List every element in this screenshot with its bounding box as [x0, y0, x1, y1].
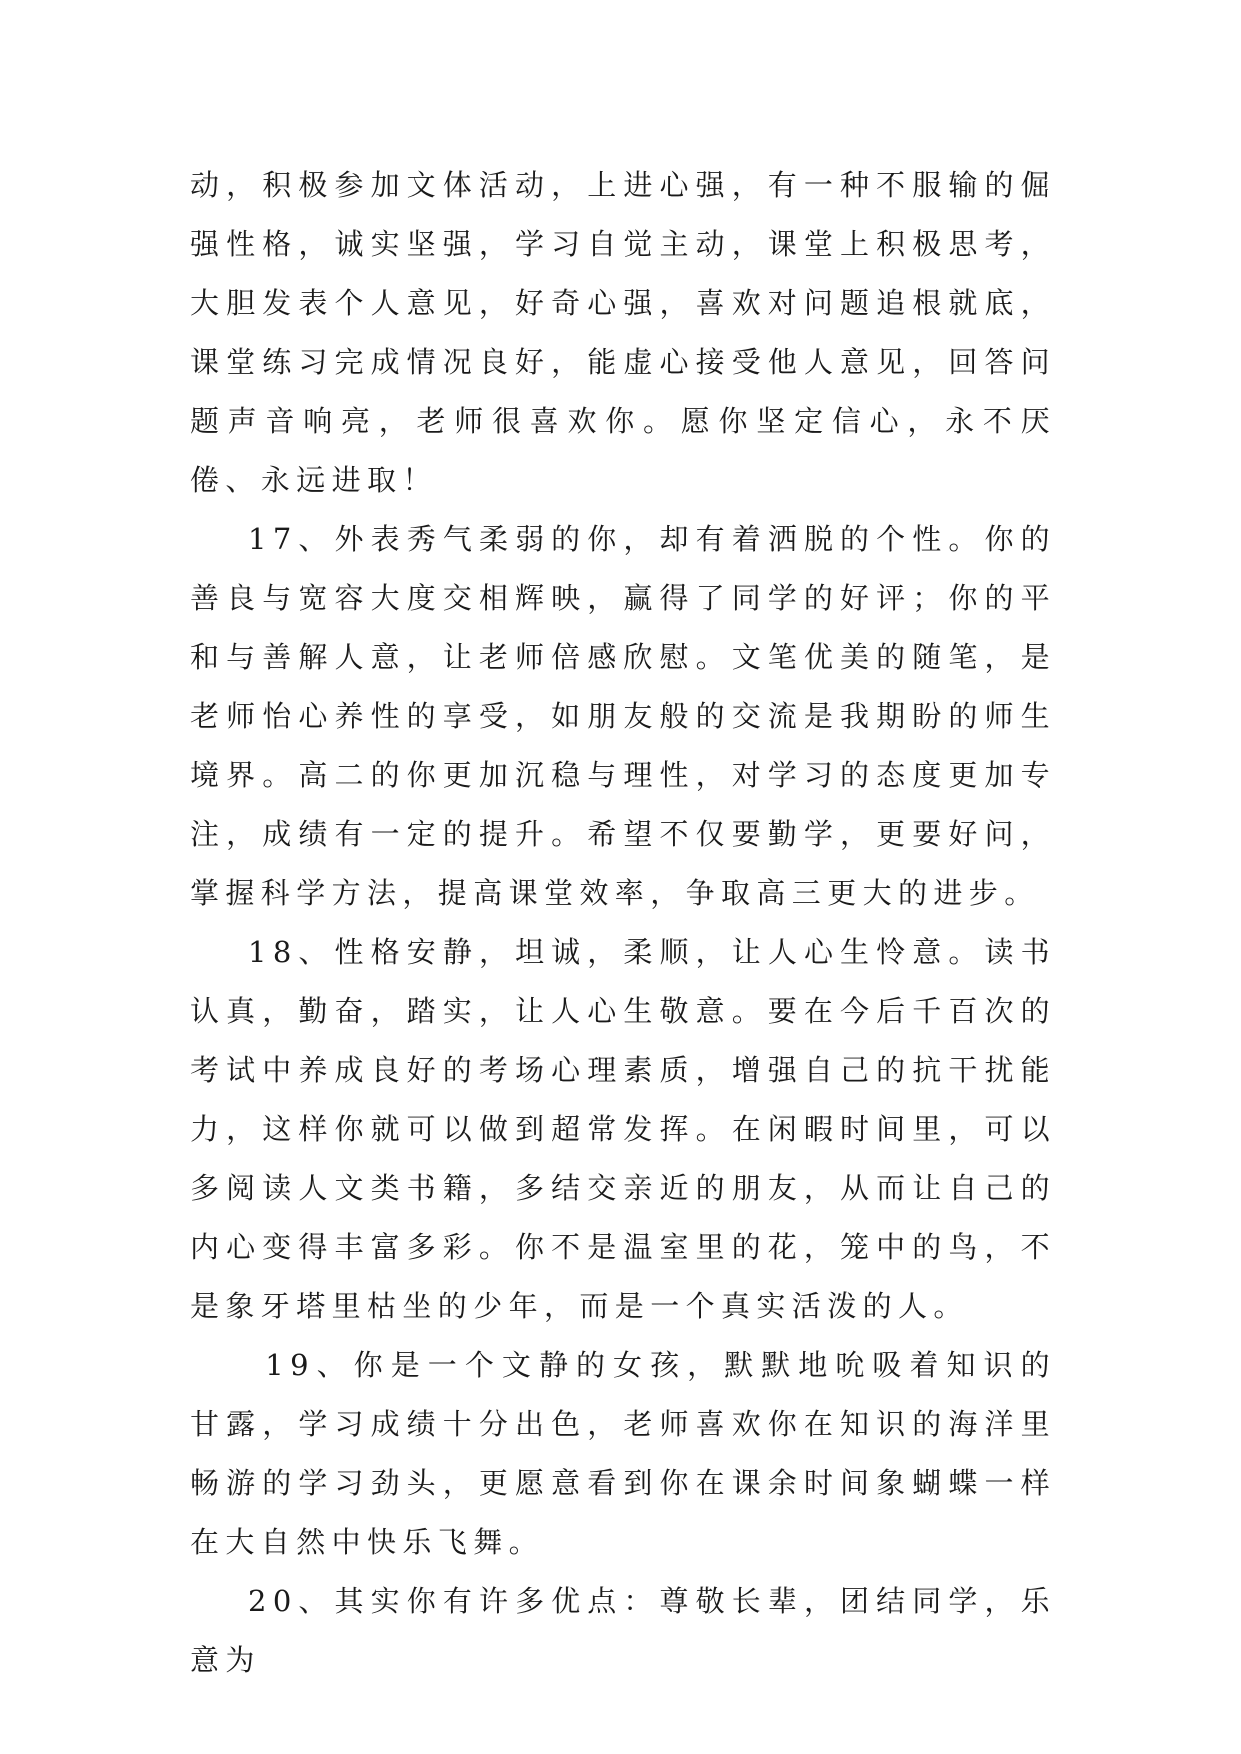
- paragraph-20: 20、其实你有许多优点：尊敬长辈，团结同学，乐意为: [190, 1584, 1056, 1677]
- paragraph-19: 19、你是一个文静的女孩，默默地吮吸着知识的甘露，学习成绩十分出色，老师喜欢你在知识的海洋里畅游的学习劲头，更愿意看到你在课余时间象蝴蝶一样在大自然中快乐飞舞。: [190, 1348, 1057, 1559]
- paragraph-18: 18、性格安静，坦诚，柔顺，让人心生怜意。读书认真，勤奋，踏实，让人心生敬意。要在今后千百次的考试中养成良好的考场心理素质，增强自己的抗干扰能力，这样你就可以做到超常发挥。在闲暇时间里，可以多阅读人文类书籍，多结交亲近的朋友，从而让自己的内心变得丰富多彩。你不是温室里的花，笼中的鸟，不是象牙塔里枯坐的少年，而是一个真实活泼的人。: [190, 935, 1056, 1323]
- paragraph-17: 17、外表秀气柔弱的你，却有着洒脱的个性。你的善良与宽容大度交相辉映，赢得了同学的好评；你的平和与善解人意，让老师倍感欣慰。文笔优美的随笔，是老师怡心养性的享受，如朋友般的交流是我期盼的师生境界。高二的你更加沉稳与理性，对学习的态度更加专注，成绩有一定的提升。希望不仅要勤学，更要好问，掌握科学方法，提高课堂效率，争取高三更大的进步。: [190, 522, 1056, 910]
- document-body: [190, 156, 1056, 1690]
- paragraph-16-continued: 动，积极参加文体活动，上进心强，有一种不服输的倔强性格，诚实坚强，学习自觉主动，课堂上积极思考，大胆发表个人意见，好奇心强，喜欢对问题追根就底，课堂练习完成情况良好，能虚心接受他人意见，回答问题声音响亮，老师很喜欢你。愿你坚定信心，永不厌倦、永远进取！: [190, 168, 1056, 497]
